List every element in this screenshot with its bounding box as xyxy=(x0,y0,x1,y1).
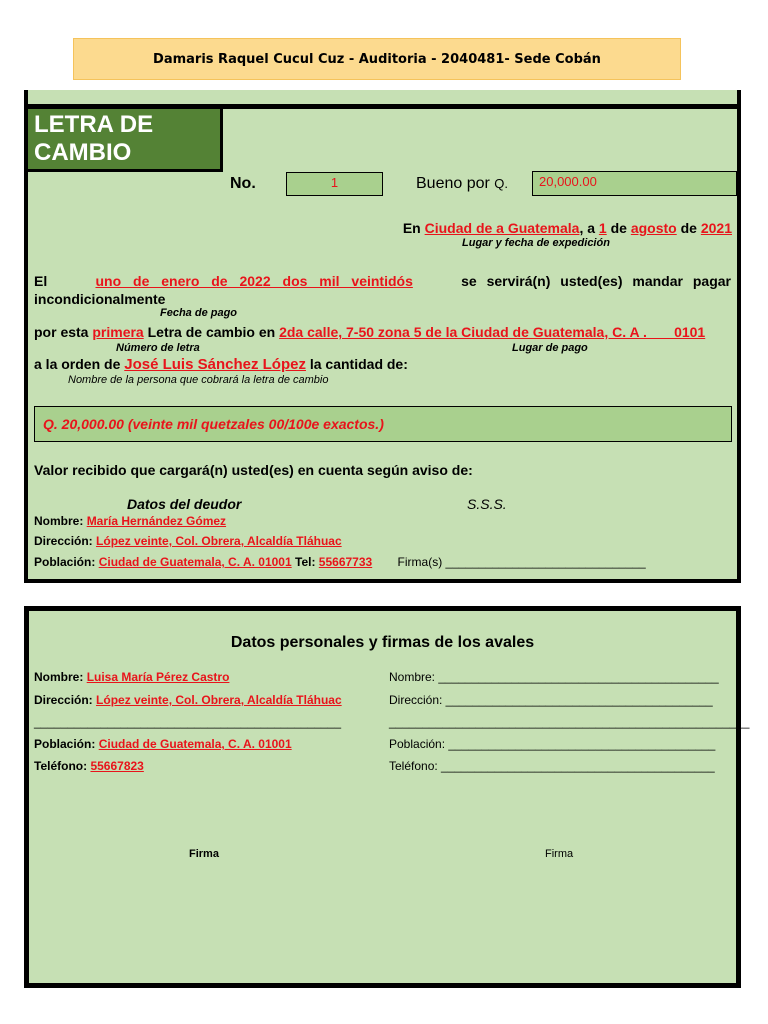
payee-caption: Nombre de la persona que cobrará la letra de cambio xyxy=(68,374,329,386)
orden-line xyxy=(34,356,408,373)
de-text-2: de xyxy=(680,220,697,236)
avales-heading: Datos personales y firmas de los avales xyxy=(230,634,535,651)
aval-left-poblacion xyxy=(34,737,292,751)
amount-words-box[interactable] xyxy=(34,406,732,442)
issue-place: Ciudad de a Guatemala xyxy=(424,220,580,236)
aval-poblacion-value: Ciudad de Guatemala, C. A. 01001 xyxy=(98,737,292,751)
pay-place: 2da calle, 7-50 zona 5 de la Ciudad de Guatemala, C. A . 0101 xyxy=(279,324,706,340)
deudor-heading: Datos del deudor xyxy=(127,496,242,512)
title-line-1: LETRA DE xyxy=(34,111,154,138)
nombre-label: Nombre: xyxy=(34,514,84,528)
numero-caption: Número de letra xyxy=(116,342,200,354)
aval-left-telefono xyxy=(34,759,144,773)
aval-poblacion-label: Población: xyxy=(34,737,96,751)
pay-line xyxy=(34,324,705,340)
lugar-caption: Lugar de pago xyxy=(512,342,588,354)
direccion-value: López veinte, Col. Obrera, Alcaldía Tláhuac xyxy=(96,534,342,548)
aval-left-blank-line: ______________________________________________ xyxy=(34,715,341,729)
aval-right-direccion: Dirección: ________________________________________ xyxy=(389,693,713,707)
aval-nombre-value: Luisa María Pérez Castro xyxy=(86,670,230,684)
aval-left-nombre xyxy=(34,670,229,684)
aval-right-firma: Firma xyxy=(545,848,574,860)
el-text: El xyxy=(34,273,48,289)
letra-en-text: Letra de cambio en xyxy=(147,324,276,340)
firma-line: Firma(s) ______________________________ xyxy=(397,555,646,569)
deudor-nombre xyxy=(34,514,226,528)
aval-direccion-value: López veinte, Col. Obrera, Alcaldía Tláhuac xyxy=(96,693,342,707)
aval-right-poblacion: Población: ________________________________________ xyxy=(389,737,716,751)
aval-left-firma: Firma xyxy=(189,848,219,860)
por-esta-text: por esta xyxy=(34,324,89,340)
amount-field[interactable] xyxy=(532,171,737,196)
issue-day: 1 xyxy=(598,220,607,236)
deudor-direccion xyxy=(34,534,342,548)
header-banner xyxy=(73,38,681,80)
deudor-poblacion xyxy=(34,555,646,569)
aval-right-telefono: Teléfono: _________________________________________ xyxy=(389,759,715,773)
comma-a: , a xyxy=(579,220,596,236)
aval-nombre-label: Nombre: xyxy=(34,670,84,684)
bueno-label xyxy=(416,175,508,193)
valor-text: Valor recibido que cargará(n) usted(es) en cuenta según aviso de: xyxy=(34,462,473,478)
tel-value: 55667733 xyxy=(318,555,373,569)
aval-right-blank-line: ______________________________________________________ xyxy=(389,715,750,729)
no-field[interactable] xyxy=(286,172,383,196)
serve-text: se servirá(n) usted(es) mandar pagar xyxy=(461,273,731,289)
sss-text: S.S.S. xyxy=(467,496,507,512)
tel-label: Tel: xyxy=(295,555,316,569)
aval-telefono-label: Teléfono: xyxy=(34,759,88,773)
letra-title xyxy=(28,109,223,172)
place-caption: Lugar y fecha de expedición xyxy=(462,237,610,249)
aval-telefono-value: 55667823 xyxy=(90,759,144,773)
no-value: 1 xyxy=(330,175,339,190)
aval-right-nombre: Nombre: __________________________________________ xyxy=(389,670,719,684)
due-date: uno de enero de 2022 dos mil veintidós xyxy=(95,273,413,289)
amount-box-value: 20,000.00 xyxy=(539,174,597,189)
amount-words: Q. 20,000.00 (veinte mil quetzales 00/100e exactos.) xyxy=(43,416,384,432)
due-line xyxy=(34,273,731,289)
avales-panel xyxy=(24,606,741,988)
cantidad-text: la cantidad de: xyxy=(309,356,408,372)
direccion-label: Dirección: xyxy=(34,534,93,548)
no-label: No. xyxy=(230,175,256,192)
title-line-2: CAMBIO xyxy=(34,139,132,166)
de-text-1: de xyxy=(610,220,627,236)
issue-place-date xyxy=(403,220,732,236)
bueno-q: Q. xyxy=(494,176,509,191)
en-text: En xyxy=(402,220,421,236)
aval-direccion-label: Dirección: xyxy=(34,693,93,707)
payee-name: José Luis Sánchez López xyxy=(124,356,306,373)
incondicional-text: incondicionalmente xyxy=(34,291,166,307)
orden-prefix: a la orden de xyxy=(34,356,121,372)
banner-text: Damaris Raquel Cucul Cuz - Auditoria - 2040481- Sede Cobán xyxy=(153,51,601,67)
nombre-value: María Hernández Gómez xyxy=(86,514,227,528)
fecha-caption: Fecha de pago xyxy=(160,307,238,319)
poblacion-label: Población: xyxy=(34,555,96,569)
issue-month: agosto xyxy=(630,220,677,236)
bueno-label-text: Bueno por xyxy=(416,175,490,192)
letra-ordinal: primera xyxy=(92,324,144,340)
poblacion-value: Ciudad de Guatemala, C. A. 01001 xyxy=(98,555,292,569)
aval-left-direccion xyxy=(34,693,342,707)
issue-year: 2021 xyxy=(700,220,732,236)
